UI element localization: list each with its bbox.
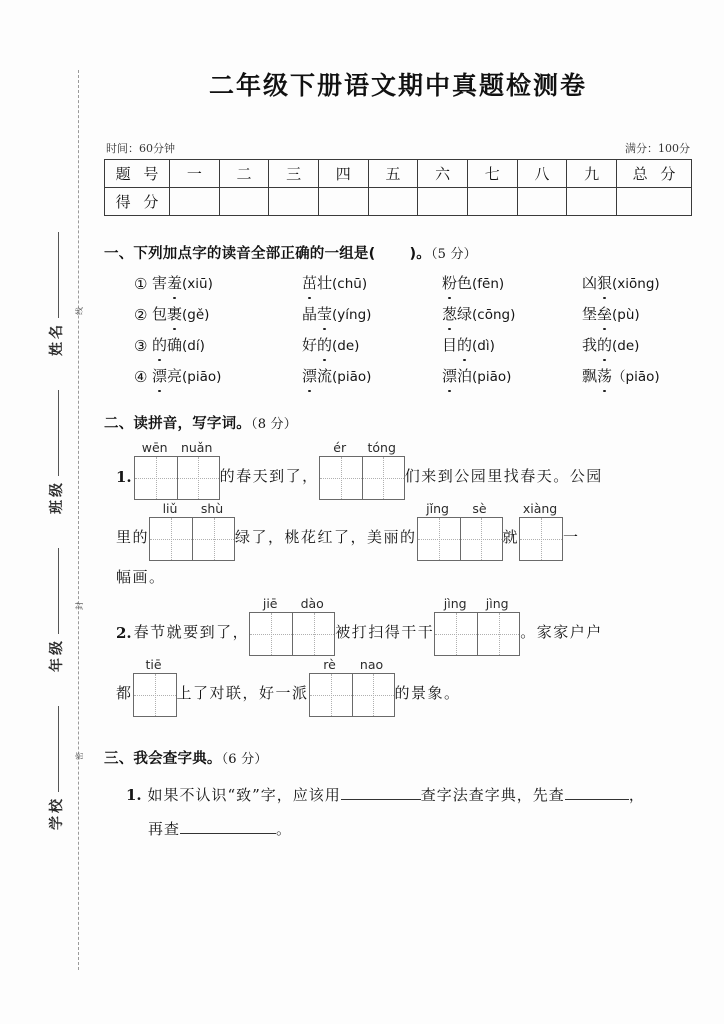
choice-post: 泊 [457, 367, 473, 385]
question-text-part-2: 查字法查字典，先查 [420, 786, 565, 804]
sentence-text: 里的 [116, 528, 150, 546]
question-number: 2. [116, 624, 132, 642]
choice-pre: 飘 [582, 367, 598, 385]
tianzige-boxes[interactable] [249, 612, 335, 656]
seal-field-school-underline [58, 706, 59, 792]
dotted-char: 的 [152, 336, 168, 354]
tianzige-cell[interactable] [320, 457, 362, 499]
sentence-text: 的景象。 [394, 684, 461, 702]
tianzige-group[interactable] [519, 502, 563, 561]
choice-pinyin: (yíng) [332, 307, 372, 323]
writing-row [116, 441, 692, 500]
seal-field-class [46, 390, 66, 514]
question-text-part-1: 如果不认识“致”字，应该用 [147, 786, 341, 804]
score-table [104, 159, 692, 216]
choice-number: ③ [134, 337, 148, 355]
tianzige-cell[interactable] [250, 613, 292, 655]
choice-item[interactable] [152, 334, 302, 355]
choice-pinyin: (gě) [182, 307, 210, 323]
pinyin-hint: jìng [485, 596, 509, 611]
tianzige-cell[interactable] [134, 674, 176, 716]
score-value-total[interactable] [617, 188, 692, 216]
dotted-char: 粉 [442, 274, 458, 292]
score-col-7: 七 [467, 160, 517, 188]
score-table-header-row [105, 160, 692, 188]
section-3-points: （6 分） [221, 752, 268, 767]
tianzige-boxes[interactable] [149, 517, 235, 561]
choice-number: ① [134, 275, 148, 293]
tianzige-group[interactable] [249, 597, 335, 656]
score-col-1: 一 [170, 160, 220, 188]
dotted-char: 羞 [167, 274, 183, 292]
seal-dashed-line [78, 70, 79, 970]
score-value-3[interactable] [269, 188, 319, 216]
section-2-heading [104, 412, 692, 433]
seal-field-name-underline [58, 232, 59, 318]
seal-field-grade [46, 548, 66, 672]
choice-post: 亮 [167, 367, 183, 385]
choice-item[interactable] [152, 303, 302, 324]
pinyin-hint: jiē [262, 596, 278, 611]
choice-pre: 害 [152, 274, 168, 292]
sentence-text: 就 [502, 528, 520, 546]
choice-item[interactable] [442, 365, 582, 386]
dotted-char: 的 [597, 336, 613, 354]
choice-pre: 包 [152, 305, 168, 323]
pinyin-hints [417, 502, 503, 517]
writing-row [116, 597, 692, 656]
pinyin-hints [249, 597, 335, 612]
seal-line-sidebar [0, 0, 92, 1024]
score-table-row-label-question: 题 号 [105, 160, 170, 188]
tianzige-cell[interactable] [150, 518, 192, 560]
tianzige-group[interactable] [309, 658, 395, 717]
choice-item[interactable] [302, 334, 442, 355]
dotted-char: 漂 [442, 367, 458, 385]
dotted-char: 茁 [302, 274, 318, 292]
score-value-5[interactable] [368, 188, 418, 216]
score-col-4: 四 [318, 160, 368, 188]
choice-pinyin: （piāo) [612, 369, 660, 385]
score-value-1[interactable] [170, 188, 220, 216]
choice-post: 绿 [457, 305, 473, 323]
answer-blank-first[interactable] [565, 799, 629, 800]
seal-field-name-label: 姓名 [49, 322, 65, 356]
dotted-char: 莹 [317, 305, 333, 323]
choice-post: 确 [167, 336, 183, 354]
section-1-choice-grid [104, 272, 692, 386]
choice-item[interactable] [152, 365, 302, 386]
choice-item[interactable] [582, 303, 712, 324]
pinyin-hint: xiàng [522, 501, 558, 516]
choice-pre: 我 [582, 336, 598, 354]
writing-line [116, 658, 692, 717]
seal-field-grade-label: 年级 [49, 638, 65, 672]
seal-field-class-label: 班级 [49, 480, 65, 514]
tianzige-cell[interactable] [460, 518, 502, 560]
seal-field-school-label: 学校 [49, 796, 65, 830]
full-score-label: 满分：100分 [625, 142, 690, 155]
sentence-text: 。家家户户 [520, 623, 603, 641]
choice-pinyin: (cōng) [472, 307, 516, 323]
choice-item[interactable] [442, 272, 582, 293]
section-2-heading-text: 二、读拼音，写字词。 [104, 416, 251, 432]
choice-item[interactable] [302, 365, 442, 386]
pinyin-hint: tiē [145, 657, 162, 672]
paper-content [104, 0, 692, 846]
pinyin-hint: ér [333, 440, 347, 455]
question-text-part-4: 再查 [148, 820, 181, 838]
time-limit-label: 时间：60分钟 [106, 142, 175, 155]
sentence-text: 们来到公园里找春天。公园 [404, 467, 603, 485]
choice-item[interactable] [582, 272, 712, 293]
writing-line [116, 441, 692, 500]
pinyin-hint: nuǎn [180, 440, 213, 455]
pinyin-hints [134, 441, 220, 456]
writing-row [116, 658, 692, 717]
tianzige-cell[interactable] [310, 674, 352, 716]
choice-row[interactable] [134, 334, 692, 355]
sentence-text: 上了对联，好一派 [176, 684, 309, 702]
pinyin-hints [519, 502, 563, 517]
score-col-8: 八 [517, 160, 567, 188]
choice-pre: 凶 [582, 274, 598, 292]
seal-field-name [46, 232, 66, 356]
tianzige-cell[interactable] [520, 518, 562, 560]
choice-item[interactable] [582, 365, 712, 386]
dotted-char: 的 [457, 336, 473, 354]
choice-pinyin: (fēn) [472, 276, 505, 292]
choice-pinyin: (xiū) [182, 276, 213, 292]
sentence-text: 春节就要到了， [133, 623, 250, 641]
question-number: 1. [116, 468, 132, 486]
score-col-6: 六 [418, 160, 468, 188]
dotted-char: 垒 [597, 305, 613, 323]
score-value-8[interactable] [517, 188, 567, 216]
score-value-7[interactable] [467, 188, 517, 216]
score-value-2[interactable] [219, 188, 269, 216]
choice-pre: 晶 [302, 305, 318, 323]
score-col-3: 三 [269, 160, 319, 188]
tianzige-group[interactable] [417, 502, 503, 561]
tianzige-boxes[interactable] [134, 456, 220, 500]
choice-pre: 目 [442, 336, 458, 354]
dotted-char: 的 [317, 336, 333, 354]
tianzige-group[interactable] [133, 658, 177, 717]
score-value-4[interactable] [318, 188, 368, 216]
dotted-char: 狠 [597, 274, 613, 292]
page-title: 二年级下册语文期中真题检测卷 [208, 71, 587, 100]
pinyin-hint: sè [472, 501, 487, 516]
choice-pinyin: (chū) [332, 276, 368, 292]
pinyin-hint: rè [323, 657, 336, 672]
tianzige-cell[interactable] [477, 613, 519, 655]
section-2-writing-block [104, 441, 692, 717]
pinyin-hints [319, 441, 405, 456]
pinyin-hints [133, 658, 177, 673]
choice-item[interactable] [442, 303, 582, 324]
section-1-points: （5 分） [430, 247, 477, 262]
choice-post: 壮 [317, 274, 333, 292]
writing-line [116, 563, 692, 589]
tianzige-boxes[interactable] [417, 517, 503, 561]
choice-pinyin: (xiōng) [612, 276, 660, 292]
choice-number: ② [134, 306, 148, 324]
choice-pinyin: (dì) [472, 338, 495, 354]
seal-field-class-underline [58, 390, 59, 476]
pinyin-hints [149, 502, 235, 517]
choice-item[interactable] [442, 334, 582, 355]
score-col-total: 总 分 [617, 160, 692, 188]
section-3-heading-text: 三、我会查字典。 [104, 751, 222, 767]
dictionary-question-1 [126, 778, 692, 846]
sentence-text: 都 [116, 684, 133, 702]
choice-post: 色 [457, 274, 473, 292]
choice-row[interactable] [134, 365, 692, 386]
sentence-text: 幅画。 [116, 568, 166, 586]
pinyin-hint: wēn [141, 440, 168, 455]
choice-pre: 堡 [582, 305, 598, 323]
choice-item[interactable] [302, 303, 442, 324]
answer-blank-second[interactable] [180, 833, 276, 834]
dotted-char: 葱 [442, 305, 458, 323]
tianzige-group[interactable] [434, 597, 520, 656]
choice-post: 流 [317, 367, 333, 385]
sentence-text: 被打扫得干干 [335, 623, 435, 641]
section-3-heading [104, 747, 692, 768]
paper-meta-row [104, 140, 692, 158]
tianzige-cell[interactable] [192, 518, 234, 560]
pinyin-hint: dào [300, 596, 324, 611]
choice-row[interactable] [134, 303, 692, 324]
pinyin-hint: liǔ [162, 501, 178, 516]
sentence-text: 一 [563, 528, 580, 546]
pinyin-hint: jìng [443, 596, 467, 611]
dotted-char: 漂 [302, 367, 318, 385]
question-number: 1. [126, 786, 142, 804]
score-value-9[interactable] [567, 188, 617, 216]
choice-pinyin: (pù) [612, 307, 640, 323]
seal-mark-feng: 封 [75, 601, 84, 610]
tianzige-boxes[interactable] [319, 456, 405, 500]
choice-pinyin: (de) [332, 338, 360, 354]
tianzige-boxes[interactable] [434, 612, 520, 656]
dotted-char: 裹 [167, 305, 183, 323]
tianzige-cell[interactable] [292, 613, 334, 655]
tianzige-cell[interactable] [135, 457, 177, 499]
score-col-9: 九 [567, 160, 617, 188]
section-1-heading [104, 242, 692, 263]
seal-field-grade-underline [58, 548, 59, 634]
pinyin-hints [309, 658, 395, 673]
sentence-text: 的春天到了， [219, 467, 319, 485]
tianzige-group[interactable] [319, 441, 405, 500]
section-2-points: （8 分） [251, 417, 297, 432]
seal-field-school [46, 706, 66, 830]
tianzige-cell[interactable] [177, 457, 219, 499]
pinyin-hint: tóng [367, 440, 396, 455]
seal-mark-mi: 密 [75, 751, 84, 760]
choice-item[interactable] [152, 272, 302, 293]
section-1-heading-text: 一、下列加点字的读音全部正确的一组是( [104, 246, 376, 262]
writing-line [116, 597, 692, 656]
tianzige-cell[interactable] [435, 613, 477, 655]
tianzige-cell[interactable] [418, 518, 460, 560]
choice-pinyin: (dí) [182, 338, 205, 354]
pinyin-hints [434, 597, 520, 612]
tianzige-boxes[interactable] [519, 517, 563, 561]
tianzige-group[interactable] [149, 502, 235, 561]
tianzige-group[interactable] [134, 441, 220, 500]
tianzige-cell[interactable] [352, 674, 394, 716]
choice-pinyin: (de) [612, 338, 640, 354]
section-1-heading-tail: )。 [409, 246, 431, 262]
score-value-6[interactable] [418, 188, 468, 216]
pinyin-hint: jǐng [426, 501, 449, 516]
question-text-part-3: ， [628, 786, 645, 804]
choice-item[interactable] [582, 334, 712, 355]
tianzige-boxes[interactable] [133, 673, 177, 717]
choice-pre: 好 [302, 336, 318, 354]
writing-row [116, 502, 692, 561]
tianzige-cell[interactable] [362, 457, 404, 499]
writing-row [116, 563, 692, 589]
sentence-text: 绿了，桃花红了，美丽的 [235, 528, 417, 546]
pinyin-hint: nao [359, 657, 384, 672]
choice-pinyin: (piāo) [182, 369, 222, 385]
seal-mark-xian: 线 [75, 306, 84, 315]
score-col-5: 五 [368, 160, 418, 188]
section-3-items [104, 778, 692, 846]
dictionary-question-1-line2 [126, 812, 692, 846]
question-text-part-5: 。 [276, 820, 293, 838]
choice-pinyin: (piāo) [332, 369, 372, 385]
score-table-row-label-score: 得 分 [105, 188, 170, 216]
writing-line [116, 502, 692, 561]
dotted-char: 荡 [597, 367, 613, 385]
score-col-2: 二 [219, 160, 269, 188]
choice-number: ④ [134, 368, 148, 386]
tianzige-boxes[interactable] [309, 673, 395, 717]
dotted-char: 漂 [152, 367, 168, 385]
answer-blank-method[interactable] [341, 799, 421, 800]
pinyin-hint: shù [200, 501, 224, 516]
score-table-value-row [105, 188, 692, 216]
choice-row[interactable] [134, 272, 692, 293]
choice-pinyin: (piāo) [472, 369, 512, 385]
choice-item[interactable] [302, 272, 442, 293]
